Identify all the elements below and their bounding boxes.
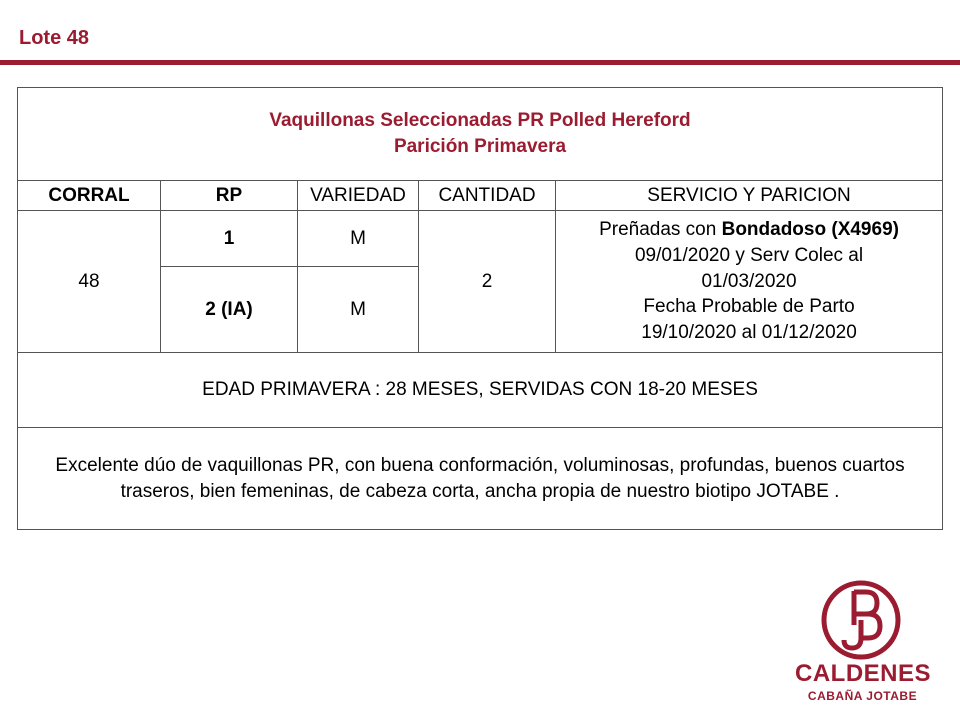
variedad-value-2: M [298, 267, 419, 353]
servicio-line-5: 19/10/2020 al 01/12/2020 [641, 321, 857, 343]
servicio-line-3: 01/03/2020 [701, 270, 797, 292]
jb-emblem-icon [819, 578, 903, 662]
description-cell: Excelente dúo de vaquillonas PR, con buena conformación, voluminosas, profundas, buenos cuartos traseros, bien femeninas, de cabeza corta, ancha propia de nuestro biotipo JOTABE . [18, 428, 943, 530]
variedad-value-1: M [298, 211, 419, 267]
edad-cell: EDAD PRIMAVERA : 28 MESES, SERVIDAS CON 18-20 MESES [18, 353, 943, 428]
servicio-line-4: Fecha Probable de Parto [643, 296, 855, 318]
caldenes-logo [795, 575, 930, 705]
lot-number: Lote 48 [19, 27, 90, 49]
cantidad-value: 2 [419, 211, 556, 353]
title-line-2: Parición Primavera [393, 136, 567, 157]
title-line-1: Vaquillonas Seleccionadas PR Polled Hereford [269, 110, 691, 132]
servicio-bull: Bondadoso (X4969) [721, 219, 899, 241]
header-cantidad: CANTIDAD [419, 181, 556, 211]
header-rule [0, 60, 960, 65]
servicio-line-2: 09/01/2020 y Serv Colec al [634, 245, 864, 267]
brand-name: CALDENES [795, 660, 932, 687]
servicio-cell [556, 211, 943, 353]
rp-value-1: 1 [161, 211, 298, 267]
corral-value: 48 [18, 211, 161, 353]
brand-subtitle: CABAÑA JOTABE [807, 689, 918, 703]
table-title [18, 88, 943, 181]
header-corral: CORRAL [18, 181, 161, 211]
rp-value-2: 2 (IA) [161, 267, 298, 353]
servicio-line-1 [556, 217, 942, 243]
header-servicio: SERVICIO Y PARICION [556, 181, 943, 211]
header-rp: RP [161, 181, 298, 211]
lot-table [17, 87, 943, 530]
header-variedad: VARIEDAD [298, 181, 419, 211]
servicio-prefix: Preñadas con [599, 219, 722, 241]
